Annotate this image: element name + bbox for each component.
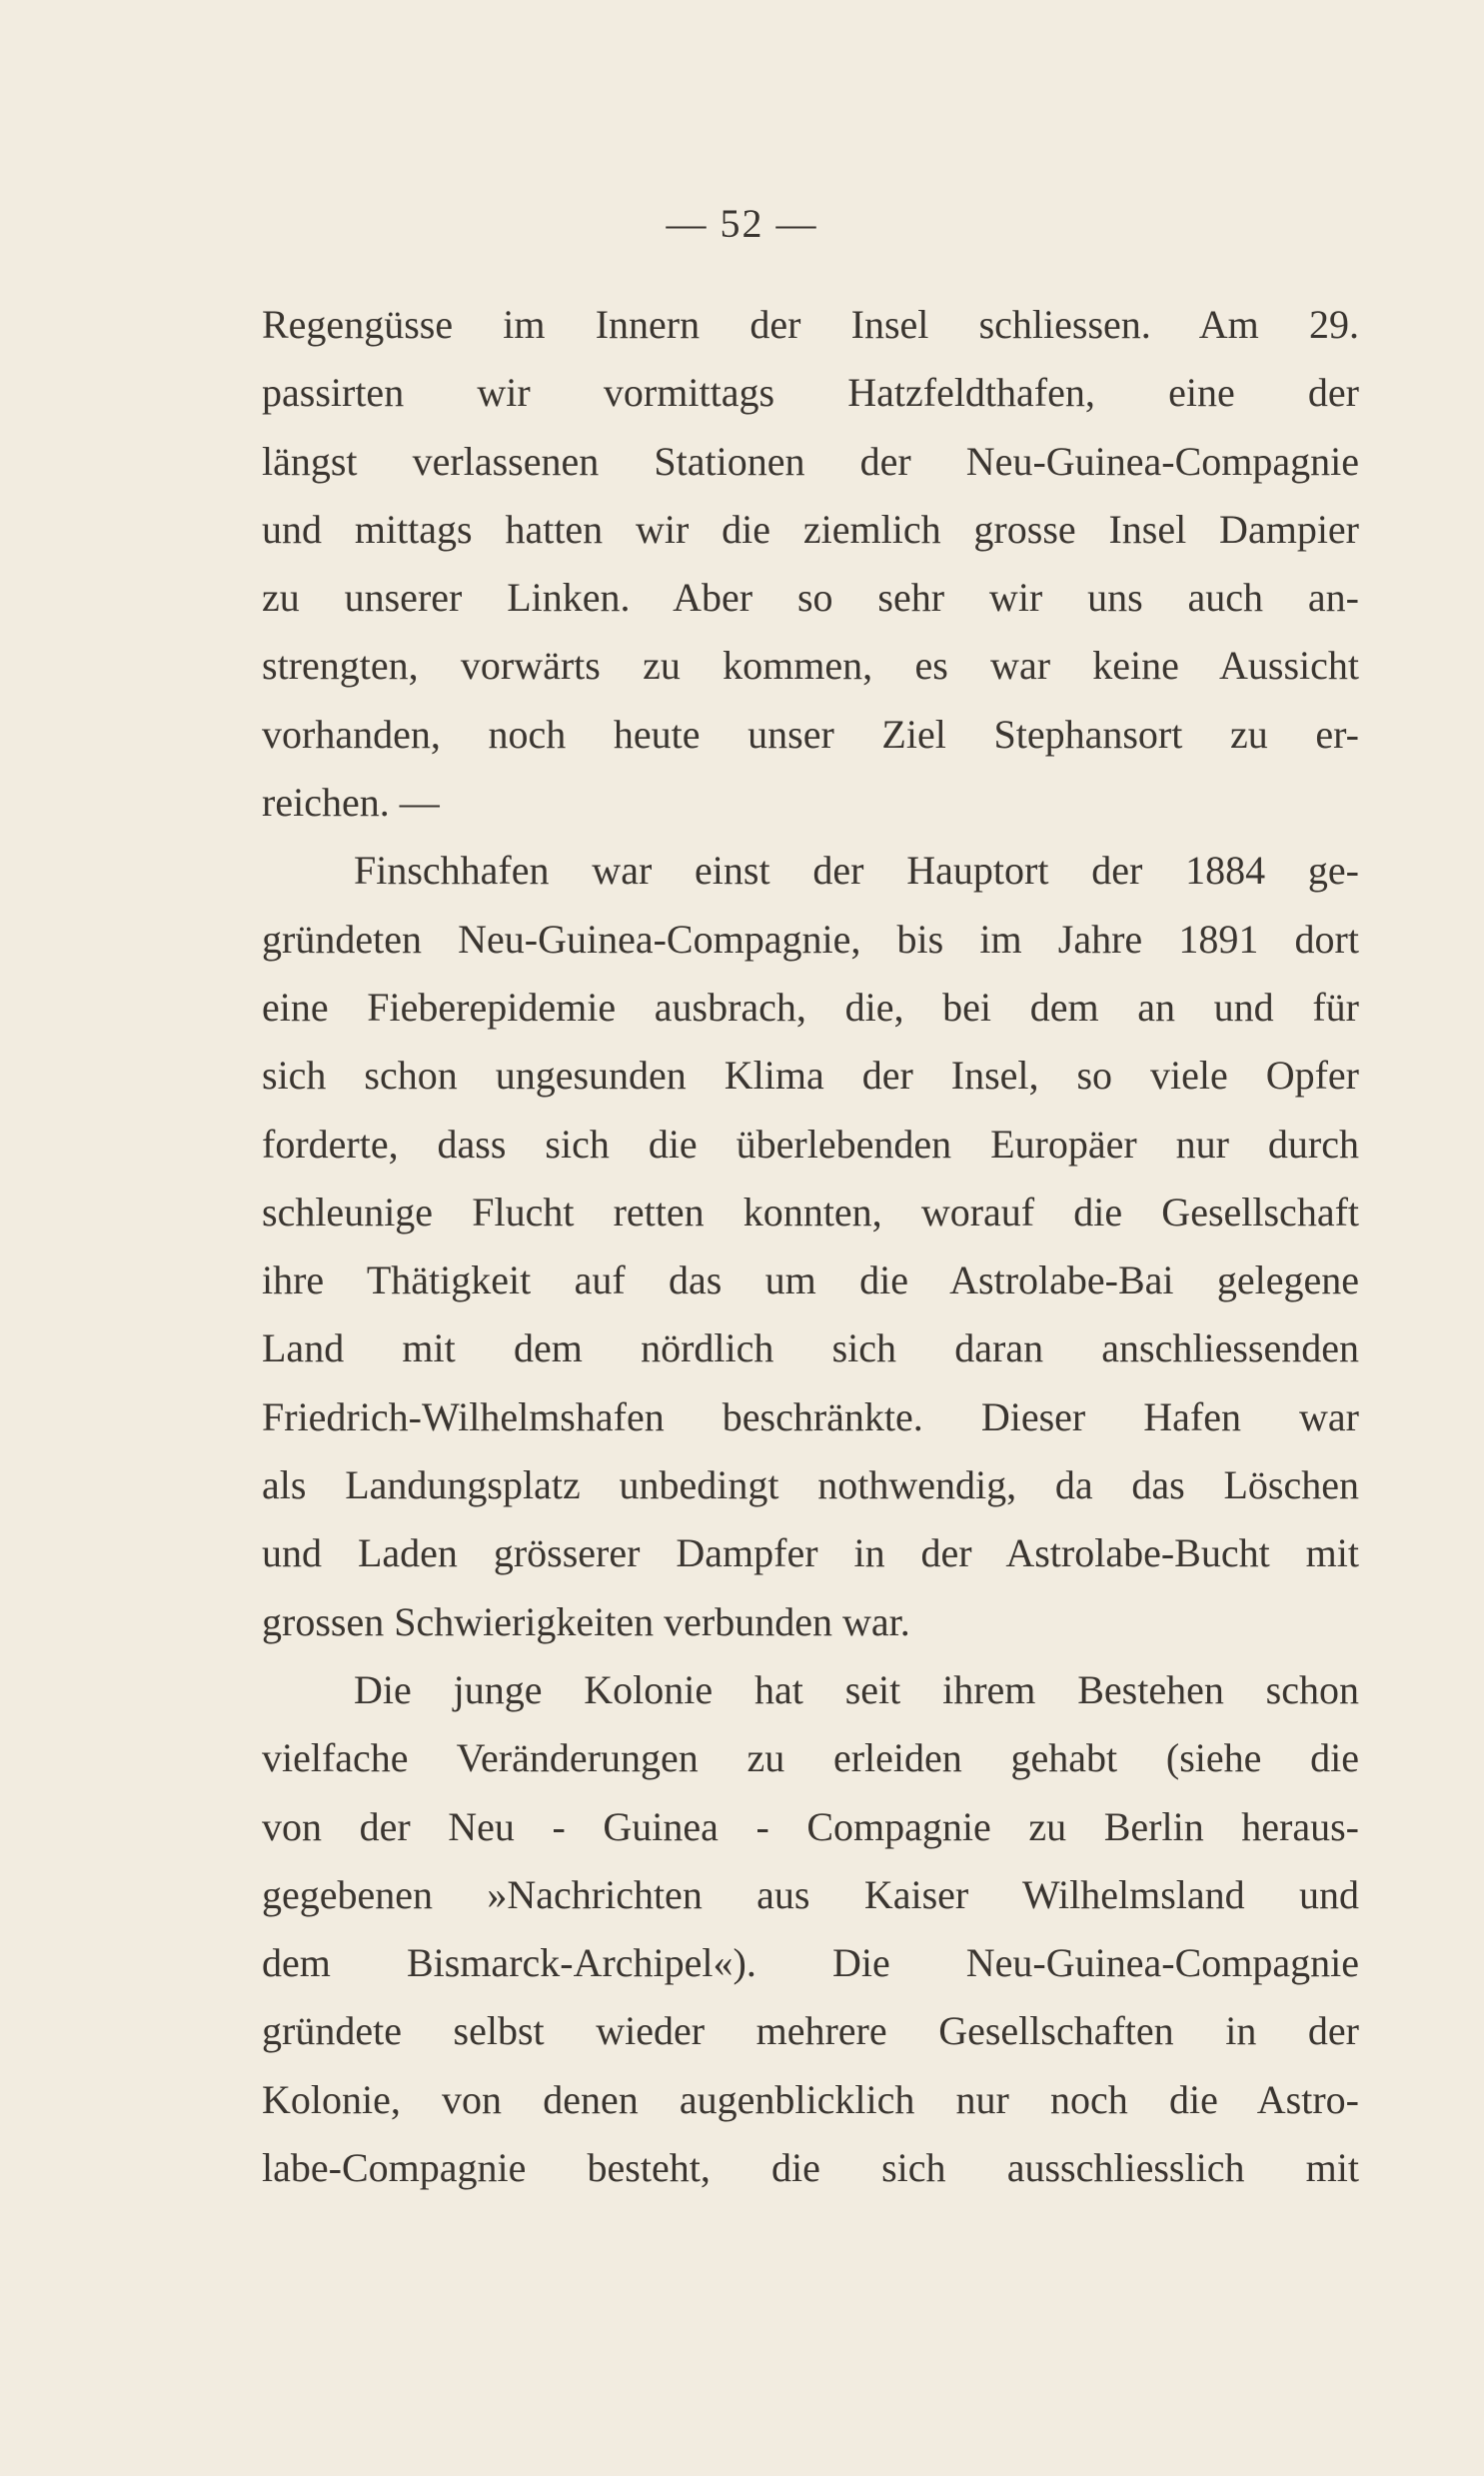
- text-line: gegebenen »Nachrichten aus Kaiser Wilhelmsland und: [262, 1871, 1359, 1917]
- text-line: forderte, dass sich die überlebenden Europäer nur durch: [262, 1121, 1359, 1167]
- text-line: reichen. —: [262, 780, 440, 826]
- text-line: und Laden grösserer Dampfer in der Astrolabe-Bucht mit: [262, 1530, 1359, 1576]
- text-line: labe-Compagnie besteht, die sich ausschliesslich mit: [262, 2145, 1359, 2191]
- text-line: und mittags hatten wir die ziemlich grosse Insel Dampier: [262, 506, 1359, 552]
- text-line: sich schon ungesunden Klima der Insel, so viele Opfer: [262, 1053, 1359, 1099]
- text-line: längst verlassenen Stationen der Neu-Guinea-Compagnie: [262, 438, 1359, 484]
- text-line: zu unserer Linken. Aber so sehr wir uns auch an-: [262, 575, 1359, 621]
- text-line: passirten wir vormittags Hatzfeldthafen, eine der: [262, 370, 1359, 416]
- text-line: ihre Thätigkeit auf das um die Astrolabe-Bai gelegene: [262, 1257, 1359, 1303]
- text-line: Kolonie, von denen augenblicklich nur noch die Astro-: [262, 2076, 1359, 2122]
- text-line: Land mit dem nördlich sich daran anschliessenden: [262, 1325, 1359, 1371]
- text-line: grossen Schwierigkeiten verbunden war.: [262, 1598, 910, 1644]
- text-line: Die junge Kolonie hat seit ihrem Bestehen schon: [354, 1666, 1359, 1712]
- page-number-header: — 52 —: [666, 201, 818, 246]
- text-line: als Landungsplatz unbedingt nothwendig, da das Löschen: [262, 1462, 1359, 1508]
- text-line: gründete selbst wieder mehrere Gesellschaften in der: [262, 2008, 1359, 2054]
- text-line: gründeten Neu-Guinea-Compagnie, bis im Jahre 1891 dort: [262, 916, 1359, 962]
- body-text: [262, 291, 1359, 2202]
- text-line: Finschhafen war einst der Hauptort der 1884 ge-: [354, 848, 1359, 894]
- text-line: schleunige Flucht retten konnten, worauf die Gesellschaft: [262, 1189, 1359, 1235]
- text-line: dem Bismarck-Archipel«). Die Neu-Guinea-Compagnie: [262, 1940, 1359, 1986]
- text-line: eine Fieberepidemie ausbrach, die, bei dem an und für: [262, 984, 1359, 1030]
- text-line: vielfache Veränderungen zu erleiden gehabt (siehe die: [262, 1735, 1359, 1781]
- text-line: von der Neu - Guinea - Compagnie zu Berlin heraus-: [262, 1803, 1359, 1849]
- text-line: Friedrich-Wilhelmshafen beschränkte. Dieser Hafen war: [262, 1393, 1359, 1439]
- text-line: strengten, vorwärts zu kommen, es war keine Aussicht: [262, 643, 1359, 689]
- text-line: Regengüsse im Innern der Insel schliessen. Am 29.: [262, 302, 1359, 347]
- text-line: vorhanden, noch heute unser Ziel Stephansort zu er-: [262, 711, 1359, 757]
